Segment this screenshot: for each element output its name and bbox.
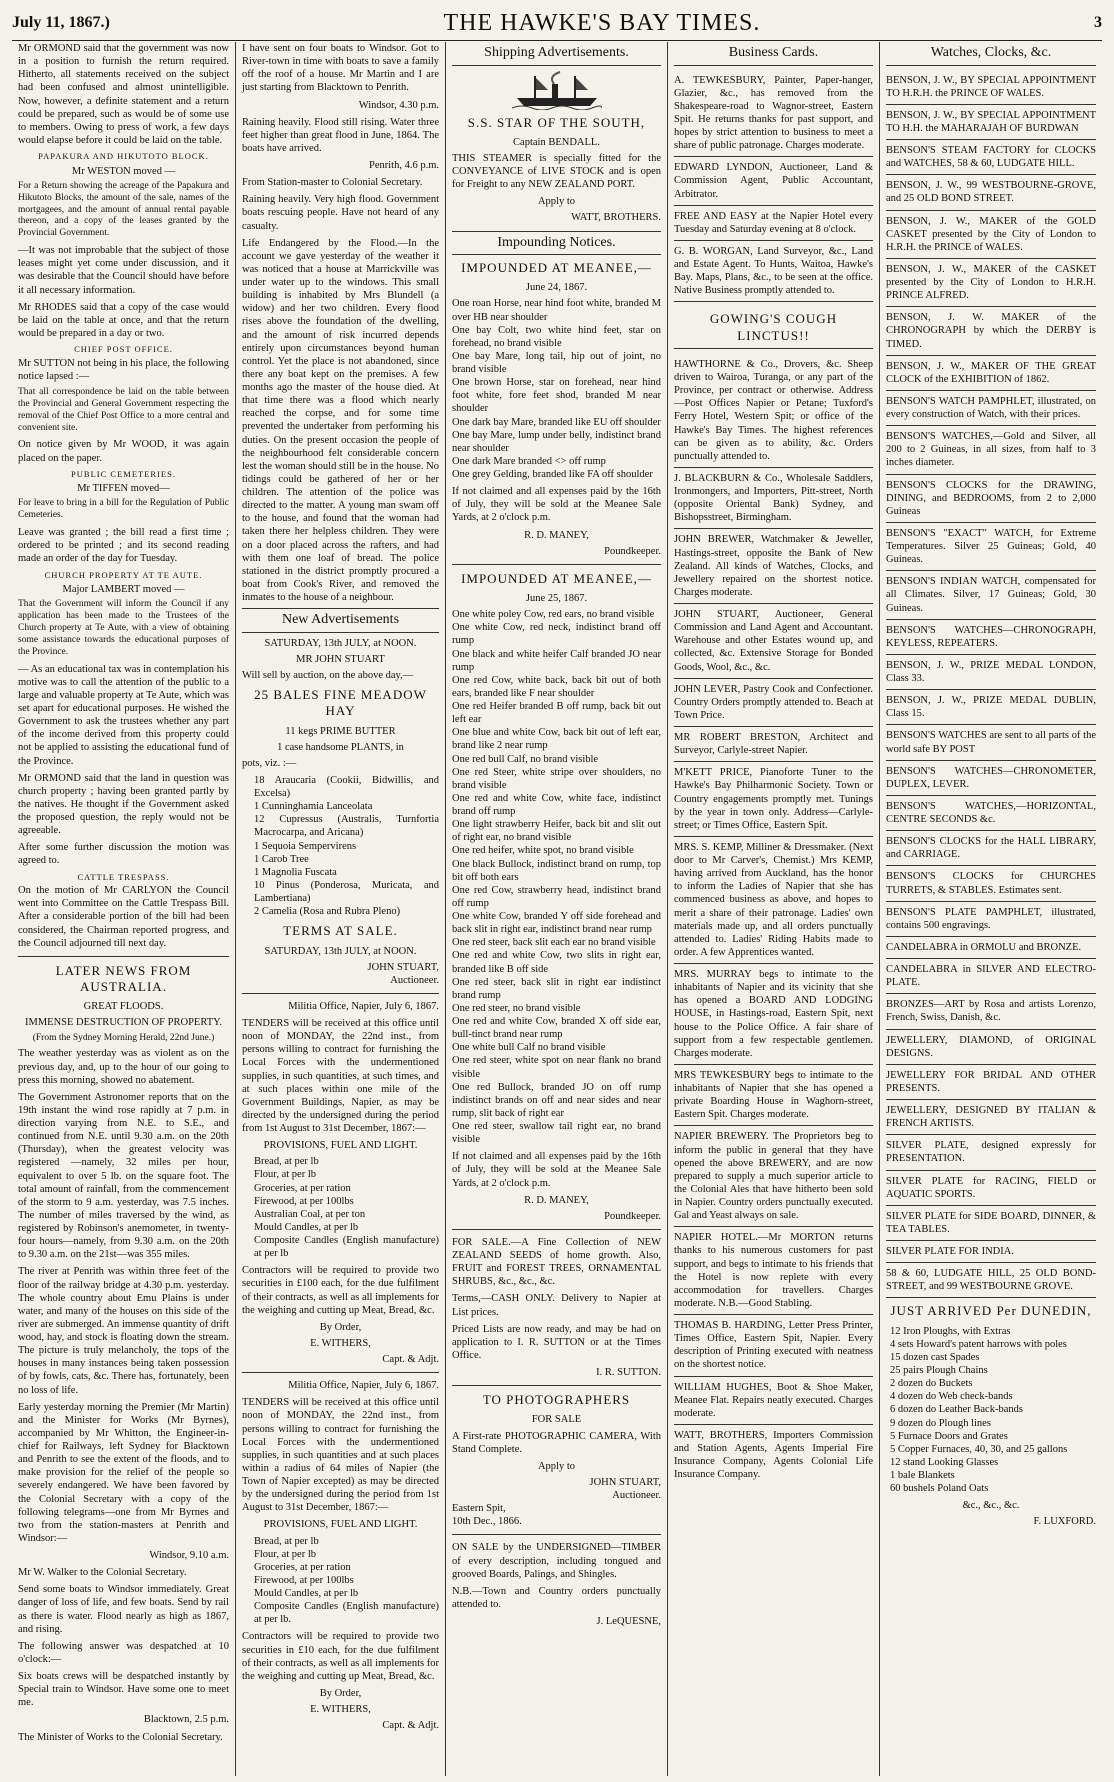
business-card: EDWARD LYNDON, Auctioneer, Land & Commission Agent, Public Accountant, Arbitrator. [674,157,873,205]
watch-ad: BENSON'S WATCHES—CHRONOMETER, DUPLEX, LEVER. [886,761,1096,796]
list-item: One dark bay Mare, branded like EU off shoulder [452,416,661,428]
telegram-place: Blacktown, 2.5 p.m. [143,1714,229,1726]
list-item: Bread, at per lb [254,1156,319,1168]
seller-name: I. R. SUTTON. [596,1367,661,1378]
article-paragraph: —It was not improbable that the subject of those leases might yet come under discussion, and it was desirable that the Council should have before it all necessary information. [18,245,229,296]
column-council-news [12,42,236,1776]
list-item: One red and white Cow, branded X off side ear, bull-tinct brand near rump [452,1016,661,1041]
article-paragraph: Mr SUTTON not being in his place, the following notice lapsed :— [18,357,229,382]
list-item: One white poley Cow, red ears, no brand visible [452,609,655,621]
ship-name: S.S. STAR OF THE SOUTH, [467,114,646,130]
list-item: 10 Pinus (Ponderosa, Muricata, and Lambertiana) [254,879,439,904]
telegram-text: Raining heavily. Very high flood. Government boats rescuing people. Have not heard of any casualty. [242,194,439,232]
watch-ad: 58 & 60, LUDGATE HILL, 25 OLD BOND-STREET, and 99 WESTBOURNE GROVE. [886,1263,1096,1298]
poundkeeper-name: R. D. MANEY, [524,1194,589,1206]
steamship-icon [512,70,602,110]
impound-title: IMPOUNDED AT MEANEE,— [461,570,652,586]
watch-ad: SILVER PLATE for SIDE BOARD, DINNER, & TEA TABLES. [886,1206,1096,1241]
list-item: One brown Horse, star on forehead, near hind foot white, fore feet shod, branded M near shoulder [452,377,661,415]
list-item: One white bull Calf no brand visible [452,1042,606,1054]
business-card: MRS. MURRAY begs to intimate to the inhabitants of Napier and its vicinity that she has opened a BOARD AND LODGING HOUSE, in Hastings-road, Eastern Spit, next house to the Police Office. A fair share of support from a few respectable gentlemen. Charges moderate. [674,964,873,1065]
watch-ad: BENSON'S WATCHES—CHRONOGRAPH, KEYLESS, REPEATERS. [886,620,1096,655]
watch-ad: BENSON'S WATCHES,—HORIZONTAL, CENTRE SECONDS &c. [886,796,1096,831]
sale-date: SATURDAY, 13th JULY, at NOON. [264,945,417,957]
list-item: 1 Carob Tree [254,853,309,865]
article-paragraph: The river at Penrith was within three feet of the floor of the railway bridge at 4.30 p.m. yesterday. The whole country about Emu Plains is under water, and many of the houses on this side of the river are submerged. An immense quantity of drift wood, hay, and stock is floating down the stream. The picture is truly melancholy, the tops of the houses in many instances being taken possession of by fowls, cats, &c. There has, fortunately, been no loss of life. [18,1266,229,1396]
list-item: One red Heifer branded B off rump, back bit out left ear [452,701,661,726]
impound-title: IMPOUNDED AT MEANEE,— [461,260,652,275]
impound-terms: If not claimed and all expenses paid by the 16th of July, they will be sold at the Meanee Sale Yards, at 2 o'clock p.m. [452,486,661,524]
auctioneer-title: Auctioneer. [390,974,439,986]
list-item: Flour, at per lb [254,1548,316,1560]
watch-ad: BENSON'S WATCH PAMPHLET, illustrated, on every construction of Watch, with their prices. [886,391,1096,426]
signature-name: E. WITHERS, [310,1704,371,1715]
list-item: One red steer, white spot on near flank no brand visible [452,1055,661,1080]
list-item: One red steer, back slit each ear no brand visible [452,937,656,949]
list-item: 12 Iron Ploughs, with Extras [890,1325,1011,1337]
list-item: 12 stand Looking Glasses [890,1456,999,1468]
list-item: 9 dozen do Plough lines [890,1417,991,1429]
telegram-text: Raining heavily. Flood still rising. Water three feet higher than great flood in June, 1864. The boats have arrived. [242,116,439,154]
watch-ad: BENSON, J. W., MAKER of the GOLD CASKET presented by the City of London to H.R.H. the PRINCE of WALES. [886,211,1096,259]
auctioneer-title: Auctioneer. [612,1490,661,1501]
section-subheading: PAPAKURA AND HIKUTOTO BLOCK. [38,151,209,161]
list-item: 1 Magnolia Fuscata [254,866,337,878]
timber-note: N.B.—Town and Country orders punctually attended to. [452,1585,661,1610]
list-item: One white Cow, branded Y off side forehead and back slit in right ear, indistinct brand near rump [452,911,661,936]
photographers-heading: TO PHOTOGRAPHERS [482,1392,631,1408]
watch-ad: BENSON, J. W., BY SPECIAL APPOINTMENT TO H.H. the MAHARAJAH OF BURDWAN [886,105,1096,140]
impound-date: June 24, 1867. [525,282,588,294]
auctioneer-name: JOHN STUART, [589,1476,661,1488]
section-subheading: CHURCH PROPERTY AT TE AUTE. [44,569,203,580]
article-paragraph: For a Return showing the acreage of the Papakura and Hikutoto Blocks, the amount of the sale, names of the mortgagees, and the amount of annual rental payable thereon, and a copy of the leases granted by the Provincial Government. [18,180,229,239]
list-item: One red Bullock, branded JO on off rump indistinct brands on off and near sides and near rump, slit back of right ear [452,1081,661,1119]
militia-office-date: Militia Office, Napier, July 6, 1867. [288,1380,439,1392]
article-paragraph: The following answer was despatched at 10 o'clock:— [18,1640,229,1665]
tender-notice: TENDERS will be received at this office until noon of MONDAY, the 22nd inst., from persons willing to contract for furnishing the Local Forces with the undermentioned supplies, in such quantities and at such places within a radius of 64 miles of Napier (the Town of Napier excepted) as may be directed by the undersigned during the period from 1st August to 31st December, 1867:— [242,1397,439,1514]
list-item: 1 bale Blankets [890,1470,955,1481]
impound-date: June 25, 1867. [525,593,588,604]
list-item: 2 dozen do Buckets [890,1378,973,1390]
business-card: MRS TEWKESBURY begs to intimate to the inhabitants of Napier that she has opened a private Boarding House in Waghorn-street, Eastern Spit. Charges moderate. [674,1065,873,1127]
watch-ad: SILVER PLATE, designed expressly for PRESENTATION. [886,1135,1096,1170]
business-card: FREE AND EASY at the Napier Hotel every Tuesday and Saturday evening at 8 o'clock. [674,206,873,241]
tender-conditions: Contractors will be required to provide two securities in £100 each, for the due fulfilment of their contracts, as well as all implements for the weighing and cutting up Meat, Bread, &c. [242,1265,439,1316]
auctioneer-name: JOHN STUART, [367,961,439,973]
list-item: One black and white heifer Calf branded JO near rump [452,648,661,673]
ad-item: 11 kegs PRIME BUTTER [285,725,396,737]
seeds-terms: Terms,—CASH ONLY. Delivery to Napier at List prices. [452,1293,661,1318]
tender-conditions: Contractors will be required to provide two securities in £10 each, for the due fulfilment of their contracts, as well as all implements for the weighing and cutting up Meat, Bread, &c. [242,1631,439,1682]
supplies-list [254,1535,439,1627]
business-card: HAWTHORNE & Co., Drovers, &c. Sheep driven to Wairoa, Turanga, or any part of the Province, per contract or otherwise. Address —Post Offices Napier or Petane; Tuxford's Ferry Hotel, Western Spit; or office of the Hawke's Bay Times. The highest references can be given as to ability, &c. Orders punctually attended to. [674,354,873,468]
supplies-list [254,1155,439,1260]
divider [452,1385,661,1386]
article-paragraph: Early yesterday morning the Premier (Mr Martin) and the Minister for Works (Mr Byrnes), accompanied by Mr Whitton, the Engineer-in-chief for Railways, left Sydney for Blacktown and Penrith to see the extent of the floods, and to make provision for the relief of the people so severely endangered. We have been favored by the Colonial Secretary with a copy of the following telegrams—one from Mr Byrnes and two from the station-masters at Penrith and Windsor:— [18,1401,229,1544]
article-paragraph: Life Endangered by the Flood.—In the account we gave yesterday of the weather it was noticed that a house at Marrickville was under water up to the windows. This small building is inhabited by Mrs Blundell (a widow) and her two children. Every flood rises above the foundation of the dwelling, and the amount of risk incurred depends entirely upon circumstances beyond human control. Yet the place is not abandoned, since there any boat kept on the premises. A few months ago the master of the house died. At that time there was a flood which nearly reached the corpse, and for some time prevented the undertaker from performing his duties. On the present occasion the people of the neighbourhood felt considerable concern lest the woman should still be in the house. No tidings could be gathered of her or her children. The attention of the police was directed to the matter. A young man swam off to the house, and found that the woman had taken there her helpless children. They were on a door placed across the rafters, and had with them one loaf of bread. The police stationed in the district promptly procured a boat from Cook's River, and removed the inmates to the house of a neighbour. [242,237,439,603]
timber-ad: ON SALE by the UNDERSIGNED—TIMBER of every description, including tongued and grooved Boards, Palings, and Shingles. [452,1542,661,1580]
article-paragraph: Leave was granted ; the bill read a first time ; ordered to be printed ; and its second reading made an order of the day for Tuesday. [18,527,229,565]
article-subheadline: IMMENSE DESTRUCTION OF PROPERTY. [25,1017,222,1029]
motion-heading: Mr TIFFEN moved— [77,483,170,495]
section-subheading: PUBLIC CEMETERIES. [71,468,176,479]
watch-ad: BENSON, J. W., PRIZE MEDAL LONDON, Class 33. [886,655,1096,690]
section-heading-new-advertisements: New Advertisements [242,608,439,633]
watch-ad: SILVER PLATE FOR INDIA. [886,1241,1096,1263]
watch-ad: JEWELLERY, DIAMOND, of ORIGINAL DESIGNS. [886,1030,1096,1065]
section-heading-impounding: Impounding Notices. [452,231,661,256]
watch-ad: CANDELABRA in ORMOLU and BRONZE. [886,937,1096,959]
newspaper-title: THE HAWKE'S BAY TIMES. [443,9,761,36]
list-item: Firewood, at per 100lbs [254,1195,354,1207]
for-sale-label: FOR SALE [531,1414,582,1426]
section-heading-watches: Watches, Clocks, &c. [886,42,1096,66]
apply-line: Apply to [537,1460,576,1472]
ad-item: 25 BALES FINE MEADOW HAY [254,687,427,719]
business-card: MRS. S. KEMP, Milliner & Dressmaker. (Next door to Mr Carver's, Chemist.) Mrs KEMP, having arrived from Auckland, has the honor to inform the Ladies of Napier that she has commenced business as above, and hopes to merit a share of their patronage. Ladies' own materials made up, and all orders punctually attended to. Ladies' Riding Habits made to order. A few Apprentices wanted. [674,837,873,964]
telegram-text: Six boats crews will be despatched instantly by Special train to Windsor. Have some one to meet me. [18,1671,229,1709]
supplies-heading: PROVISIONS, FUEL AND LIGHT. [263,1519,418,1531]
list-item: 25 pairs Plough Chains [890,1365,988,1376]
telegram-sender: Mr W. Walker to the Colonial Secretary. [18,1567,187,1579]
issue-date: July 11, 1867.) [12,14,110,31]
list-item: One black Bullock, indistinct brand on rump, top bit off both ears [452,858,661,883]
divider [18,956,229,957]
militia-office-date: Militia Office, Napier, July 6, 1867. [288,1000,439,1012]
signature-title: Capt. & Adjt. [382,1354,439,1365]
article-paragraph: Mr ORMOND said that the government was now in a position to furnish the return required. Hitherto, all statements received on the subject had been confused and almost unintelligible. Now, however, a definite statement and a return could be prepared, such as would be of some use to members. Owing to press of work, a few days would elapse before it could be laid on the table. [18,43,229,146]
article-subheadline: GREAT FLOODS. [83,1001,164,1013]
list-item: 2 Camelia (Rosa and Rubra Pleno) [254,906,401,918]
list-item: 60 bushels Poland Oats [890,1483,989,1495]
impound-list [452,297,661,481]
divider [452,1229,661,1230]
business-card: NAPIER HOTEL.—Mr MORTON returns thanks to his numerous customers for past support, and begs to intimate to his friends that the Hotel is now replete with every accommodation for travellers. Charges moderate. N.B.—Good Stabling. [674,1227,873,1315]
business-card: A. TEWKESBURY, Painter, Paper-hanger, Glazier, &c., has removed from the Shakespeare-road to Wagnor-street, Eastern Spit. He returns thanks for past support, and hopes by strict attention to business to meet a share of public patronage. Charges moderate. [674,70,873,158]
article-paragraph: — As an educational tax was in contemplation his motive was to call the attention of the public to a large and valuable property at Te Aute, which was set apart for educational purposes. He wished the Government to ask the trustees whether any part of the income derived from this property could not be applied to assisting the educational fund of the Province. [18,663,229,767]
telegram-sender: From Station-master to Colonial Secretary. [242,177,423,189]
list-item: Flour, at per lb [254,1169,316,1181]
list-item: One bay Mare, long tail, hip out of joint, no brand visible [452,350,661,375]
section-heading-shipping: Shipping Advertisements. [452,42,661,66]
list-item: 18 Araucaria (Cookii, Bidwillis, and Excelsa) [254,774,439,799]
ad-date: 10th Dec., 1866. [452,1516,522,1528]
list-item: Groceries, at per ration [254,1182,351,1194]
terms-heading: TERMS AT SALE. [283,923,398,939]
list-item: One red steer, back slit in right ear indistinct brand rump [452,976,661,1001]
list-item: One red and white Cow, white face, indistinct brand off rump [452,792,661,817]
watch-ad: BENSON'S CLOCKS for CHURCHES TURRETS, & STABLES. Estimates sent. [886,866,1096,901]
watch-ad: BENSON, J. W., 99 WESTBOURNE-GROVE, and 25 OLD BOND STREET. [886,175,1096,210]
poundkeeper-name: R. D. MANEY, [524,529,589,541]
watch-ad: SILVER PLATE for RACING, FIELD or AQUATIC SPORTS. [886,1171,1096,1206]
sale-date: SATURDAY, 13th JULY, at NOON. [264,637,417,649]
section-heading-business-cards: Business Cards. [674,42,873,66]
article-paragraph: On notice given by Mr WOOD, it was again placed on the paper. [18,439,229,464]
article-headline: LATER NEWS FROM AUSTRALIA. [55,962,192,994]
motion-heading: Major LAMBERT moved — [62,584,185,596]
watch-ad: CANDELABRA in SILVER AND ELECTRO-PLATE. [886,959,1096,994]
telegram-place: Penrith, 4.6 p.m. [369,160,439,171]
list-item: 5 Copper Furnaces, 40, 30, and 25 gallons [890,1443,1068,1455]
supplies-heading: PROVISIONS, FUEL AND LIGHT. [263,1140,418,1152]
list-item: One dark Mare branded <> off rump [452,455,606,467]
article-paragraph: On the motion of Mr CARLYON the Council went into Committee on the Cattle Trespass Bill. After a considerable portion of the bill had been considered, the Chairman reported progress, and the Council adjourned till next day. [18,885,229,949]
business-card: MR ROBERT BRESTON, Architect and Surveyor, Carlyle-street Napier. [674,727,873,762]
list-item: One red steer, swallow tail right ear, no brand visible [452,1121,661,1146]
ad-text: pots, viz. :— [242,757,297,769]
list-item: Mould Candles, at per lb [254,1221,359,1233]
tender-notice: TENDERS will be received at this office until noon of MONDAY, the 22nd inst., from persons willing to contract for furnishing the Local Forces with the undermentioned supplies, in such quantities, at such times, and at such places within one mile of the Government Buildings, Napier, as may be directed by the undersigned during the period from 1st August to 31st December, 1867:— [242,1018,439,1134]
list-item: Composite Candles (English manufacture) at per lb. [254,1601,439,1626]
divider [452,564,661,565]
article-paragraph: That all correspondence be laid on the table between the Provincial and General Government respecting the removal of the Chief Post Office to a more central and convenient site. [18,386,229,433]
article-paragraph: After some further discussion the motion was agreed to. [18,842,229,867]
watch-ad: BENSON'S STEAM FACTORY for CLOCKS and WATCHES, 58 & 60, LUDGATE HILL. [886,140,1096,175]
watch-ad: BENSON'S WATCHES are sent to all parts of the world safe BY POST [886,725,1096,760]
article-paragraph: For leave to bring in a bill for the Regulation of Public Cemeteries. [18,498,229,521]
list-item: One blue and white Cow, back bit out of left ear, brand like 2 near rump [452,727,661,752]
list-item: 1 Cunninghamia Lanceolata [254,801,373,813]
list-item: One red Steer, white stripe over shoulders, no brand visible [452,766,661,791]
watch-ad: JEWELLERY, DESIGNED BY ITALIAN & FRENCH ARTISTS. [886,1100,1096,1135]
column-business-cards [668,42,880,1776]
divider [242,993,439,994]
signature-title: Capt. & Adjt. [382,1720,439,1732]
section-subheading: CATTLE TRESPASS. [77,871,170,882]
list-item: One grey Gelding, branded like FA off shoulder [452,469,653,480]
list-item: 4 sets Howard's patent harrows with poles [890,1338,1067,1350]
business-card: G. B. WORGAN, Land Surveyor, &c., Land and Estate Agent. To Hunts, Waitoa, Hawke's Bay. Maps, Plans, &c., to be seen at the office. Native Business promptly attended to. [674,241,873,303]
list-item: Groceries, at per ration [254,1561,351,1573]
business-card: NAPIER BREWERY. The Proprietors beg to inform the public in general that they have opened the above BREWERY, and are now prepared to supply a much superior article to the Colonial Ales that have hitherto been sold in Napier. Country orders punctually executed. Gal and Yeast always on sale. [674,1126,873,1227]
divider [452,1534,661,1535]
business-card: M'KETT PRICE, Pianoforte Tuner to the Hawke's Bay Philharmonic Society. Town or Country engagements promptly met. Tunings by the year in town only. Address—Carlyle-street; or Times Office, Eastern Spit. [674,762,873,837]
list-item: One bay Mare, lump under belly, indistinct brand near shoulder [452,429,661,454]
telegram-place: Windsor, 4.30 p.m. [358,99,439,111]
just-arrived-heading: JUST ARRIVED Per DUNEDIN, [890,1303,1092,1319]
merchant-name: F. LUXFORD. [1033,1516,1096,1528]
list-item: One red steer, no brand visible [452,1002,581,1014]
column-floods-and-advertisements [236,42,446,1776]
section-subheading: CHIEF POST OFFICE. [74,344,173,354]
list-item: One red Cow, strawberry head, indistinct brand off rump [452,884,661,909]
telegram-text: Send some boats to Windsor immediately. Great danger of loss of life, and few boats. Send by rail as there is water. Flood nearly as high as 1867, and rising. [18,1584,229,1635]
impound-terms: If not claimed and all expenses paid by the 16th of July, they will be sold at the Meanee Sale Yards, at 2 o'clock p.m. [452,1151,661,1189]
list-item: One roan Horse, near hind foot white, branded M over HB near shoulder [452,298,661,323]
telegram-place: Windsor, 9.10 a.m. [149,1550,229,1561]
apply-line: Apply to [537,196,576,208]
camera-ad: A First-rate PHOTOGRAPHIC CAMERA, With Stand Complete. [452,1430,661,1455]
ad-text: Will sell by auction, on the above day,— [242,669,414,681]
list-item: 5 Furnace Doors and Grates [890,1430,1008,1442]
watch-ad: BENSON'S "EXACT" WATCH, for Extreme Temperatures. Silver 25 Guineas; Gold, 40 Guineas. [886,523,1096,571]
motion-heading: Mr WESTON moved — [71,165,176,177]
article-paragraph: That the Government will inform the Council if any application has been made to the Trustees of the Church property at Te Aute, with a view of obtaining some assistance towards the educational purposes of the Province. [18,599,229,657]
list-item: 6 dozen do Leather Back-bands [890,1404,1023,1416]
ship-notice: THIS STEAMER is specially fitted for the CONVEYANCE of LIVE STOCK and is open for Freight to any NEW ZEALAND PORT. [452,152,661,191]
telegram-sender: The Minister of Works to the Colonial Secretary. [18,1731,223,1743]
list-item: One light strawberry Heifer, back bit and slit out of right ear, no brand visible [452,819,661,844]
watch-ad: BENSON'S INDIAN WATCH, compensated for all Climates. Silver, 17 Guineas; Gold, 30 Guineas. [886,571,1096,619]
auctioneer-name: MR JOHN STUART [296,653,385,665]
seeds-sale-ad: FOR SALE.—A Fine Collection of NEW ZEALAND SEEDS of home growth. Also, FRUIT and FOREST TREES, ORNAMENTAL SHRUBS, &c., &c., &c. [452,1236,661,1288]
business-card: JOHN LEVER, Pastry Cook and Confectioner. Country Orders promptly attended to. Beach at Town Price. [674,679,873,727]
ad-item: 1 case handsome PLANTS, in [277,741,404,753]
business-card: JOHN STUART, Auctioneer, General Commission and Land Agent and Accountant. Warehouse and other Estates wound up, and collected, &c. Extensive Storage for Bonded Goods, Wool, &c., &c. [674,604,873,679]
watch-ad: BENSON'S CLOCKS for the DRAWING, DINING, and BEDROOMS, from 2 to 2,000 Guineas [886,475,1096,523]
watch-ad: BENSON, J. W., MAKER OF THE GREAT CLOCK of the EXHIBITION of 1862. [886,356,1096,391]
watch-ad: BENSON, J. W., PRIZE MEDAL DUBLIN, Class 15. [886,690,1096,725]
seeds-lists: Priced Lists are now ready, and may be had on application to I. R. SUTTON or at the Times Office. [452,1323,661,1361]
list-item: Composite Candles (English manufacture) at per lb [254,1235,439,1260]
impound-list [452,608,661,1146]
watch-ad: BENSON'S CLOCKS for the HALL LIBRARY, and CARRIAGE. [886,831,1096,866]
etc-line: &c., &c., &c. [962,1500,1020,1512]
plants-list [254,774,439,918]
article-paragraph: The Government Astronomer reports that on the 19th instant the wind rose rapidly at 7 p.m. in direction varying from N.E. to S.E., and continued from N.E. until 9.30 a.m. on the 20th (Thursday), when the greatest velocity was registered —namely, 32 miles per hour, equivalent to over 5 lb. on the square foot. The total amount of rainfall, from the commencement of the storm to 9 a.m. yesterday, was 7.5 inches. The number of miles traversed by the wind, as registered by Robinson's anemometer, in twenty-four hours—namely, from 9.30 a.m. on the 20th to 9.30 a.m. on the 21st—was 355 miles. [18,1091,229,1261]
list-item: 4 dozen do Web check-bands [890,1391,1013,1403]
business-card: JOHN BREWER, Watchmaker & Jeweller, Hastings-street, opposite the Bank of New Zealand. All kinds of Watches, Clocks, and Jewellery repaired on the shortest notice. Charges moderate. [674,529,873,604]
list-item: One red bull Calf, no brand visible [452,753,599,765]
list-item: Australian Coal, at per ton [254,1208,366,1220]
divider [242,1372,439,1373]
list-item: One red and white Cow, two slits in right ear, branded like B off side [452,950,661,975]
article-source: (From the Sydney Morning Herald, 22nd June.) [32,1032,215,1043]
signature-name: E. WITHERS, [310,1337,371,1349]
ad-location: Eastern Spit, [452,1503,506,1515]
list-item: 12 Cupressus (Australis, Turnfortia Macrocarpa, and Aricana) [254,814,439,839]
business-card: J. BLACKBURN & Co., Wholesale Saddlers, Ironmongers, and Importers, Pitt-street, North (opposite Oriental Bank) Sydney, and Bishopsstreet, Birmingham. [674,468,873,530]
agent-name: WATT, BROTHERS. [571,212,661,224]
poundkeeper-title: Poundkeeper. [604,545,661,557]
column-watches-clocks [880,42,1102,1776]
watch-ad: BENSON'S WATCHES,—Gold and Silver, all 200 to 2 Guineas, in all sizes, from half to 3 inches diameter. [886,426,1096,474]
poundkeeper-title: Poundkeeper. [604,1210,661,1222]
business-card: WATT, BROTHERS, Importers Commission and Station Agents, Agents Imperial Fire Insurance Company, Agents Colonial Life Insurance Company. [674,1429,873,1481]
list-item: Firewood, at per 100lbs [254,1574,354,1586]
business-card: GOWING'S COUGH LINCTUS!! [674,307,873,349]
watch-ad: BENSON, J. W. MAKER of the CHRONOGRAPH by which the DERBY is TIMED. [886,307,1096,355]
watch-ad: JEWELLERY FOR BRIDAL AND OTHER PRESENTS. [886,1065,1096,1100]
watch-ad: BENSON, J. W., MAKER of the CASKET presented by the City of London to H.R.H. PRINCE ALFRED. [886,259,1096,307]
article-paragraph: The weather yesterday was as violent as on the previous day, and, up to the hour of our going to press this morning, showed no abatement. [18,1048,229,1086]
business-card: WILLIAM HUGHES, Boot & Shoe Maker, Meanee Flat. Repairs neatly executed. Charges moderate. [674,1377,873,1425]
arrived-goods-list [890,1325,1096,1496]
list-item: One bay Colt, two white hind feet, star on forehead, no brand visible [452,324,661,349]
list-item: One red heifer, white spot, no brand visible [452,845,634,857]
signature-line: By Order, [319,1321,362,1333]
list-item: 15 dozen cast Spades [890,1351,980,1363]
timber-seller: J. LeQUESNE, [596,1616,661,1627]
list-item: One red Cow, white back, back bit out of both ears, branded like F near shoulder [452,674,661,699]
list-item: One white Cow, red neck, indistinct brand off rump [452,622,661,647]
watch-ad: BENSON, J. W., BY SPECIAL APPOINTMENT TO H.R.H. the PRINCE OF WALES. [886,70,1096,105]
watch-ad: BENSON'S PLATE PAMPHLET, illustrated, contains 500 engravings. [886,902,1096,937]
ship-captain: Captain BENDALL. [513,136,600,148]
telegram-text: I have sent on four boats to Windsor. Got to River-town in time with boats to save a family off the roof of a house. Mr Martin and I are just starting from Blacktown to Penrith. [242,43,439,94]
masthead [12,6,1102,41]
list-item: 1 Sequoia Sempervirens [254,840,357,852]
column-shipping-and-impounding [446,42,668,1776]
list-item: Bread, at per lb [254,1535,319,1547]
business-card: THOMAS B. HARDING, Letter Press Printer, Times Office, Eastern Spit, Napier. Every description of Printing executed with neatness on the shortest notice. [674,1315,873,1377]
article-paragraph: Mr ORMOND said that the land in question was church property ; having been granted partly by the natives. He thought if the Government asked the proposed question, the reply would not be agreeable. [18,772,229,837]
watch-ad: BRONZES—ART by Rosa and artists Lorenzo, French, Swiss, Danish, &c. [886,994,1096,1029]
list-item: Mould Candles, at per lb [254,1588,359,1599]
page-number: 3 [1094,14,1102,31]
article-paragraph: Mr RHODES said that a copy of the case would be laid on the table at once, and that the return would be prepared in a day or two. [18,301,229,339]
signature-line: By Order, [319,1687,362,1699]
